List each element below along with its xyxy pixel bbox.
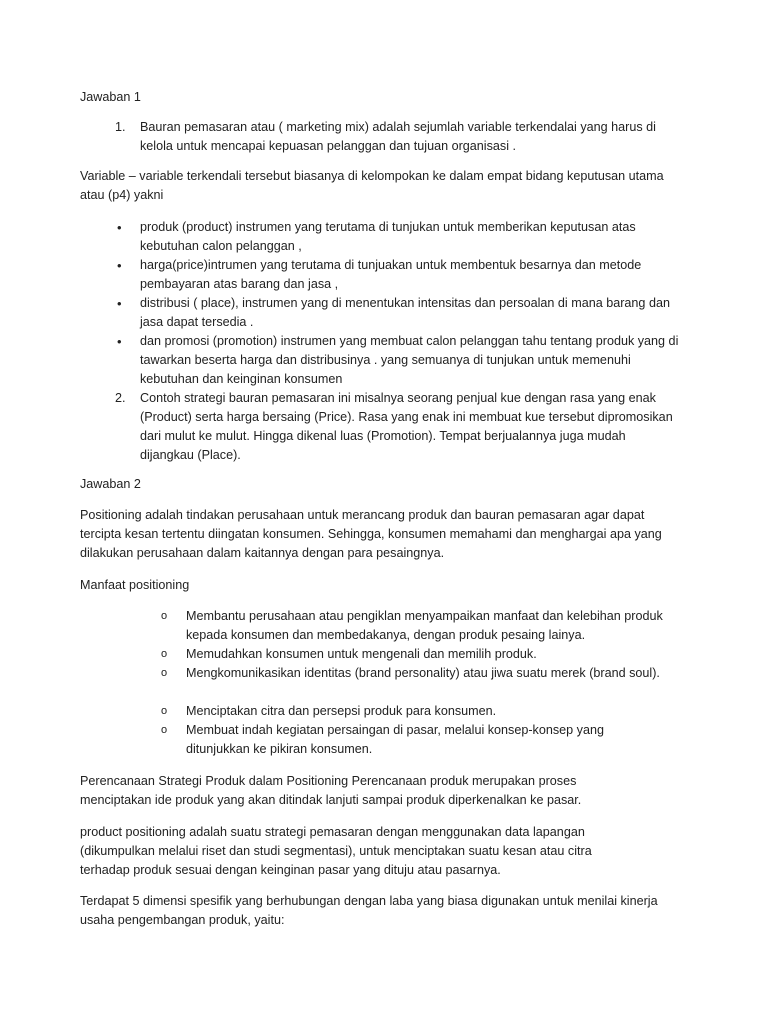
bullet-marker: • bbox=[117, 220, 122, 235]
manfaat-item: Membantu perusahaan atau pengiklan menyampaikan manfaat dan kelebihan produk kepada konsumen dan membedakanya, dengan produk pesaing lainya. bbox=[186, 609, 663, 642]
heading-jawaban-1: Jawaban 1 bbox=[80, 90, 141, 104]
bullet-item-place: distribusi ( place), instrumen yang di menentukan intensitas dan persoalan di mana barang dan jasa dapat tersedia . bbox=[140, 296, 670, 329]
manfaat-item: Menciptakan citra dan persepsi produk para konsumen. bbox=[186, 704, 497, 718]
perencanaan-paragraph: Perencanaan Strategi Produk dalam Positioning Perencanaan produk merupakan proses menciptakan ide produk yang akan ditindak lanjuti sampai produk diperkenalkan ke pasar. bbox=[80, 774, 582, 807]
manfaat-item: Mengkomunikasikan identitas (brand personality) atau jiwa suatu merek (brand soul). bbox=[186, 666, 660, 680]
circle-bullet-marker: o bbox=[161, 667, 168, 679]
terdapat-paragraph: Terdapat 5 dimensi spesifik yang berhubungan dengan laba yang biasa digunakan untuk menilai kinerja usaha pengembangan produk, yaitu: bbox=[80, 894, 658, 927]
bullet-marker: • bbox=[117, 334, 122, 349]
product-positioning-paragraph: product positioning adalah suatu strategi pemasaran dengan menggunakan data lapangan (dikumpulkan melalui riset dan studi segmentasi), untuk menciptakan suatu kesan atau citra terhadap produk sesuai dengan keinginan pasar yang dituju atau pasarnya. bbox=[80, 825, 592, 877]
bullet-item-product: produk (product) instrumen yang terutama di tunjukan untuk memberikan keputusan atas kebutuhan calon pelanggan , bbox=[140, 220, 636, 253]
item-1-text: Bauran pemasaran atau ( marketing mix) adalah sejumlah variable terkendalai yang harus di kelola untuk mencapai kepuasan pelanggan dan tujuan organisasi . bbox=[140, 120, 656, 153]
positioning-paragraph: Positioning adalah tindakan perusahaan untuk merancang produk dan bauran pemasaran agar dapat tercipta kesan tertentu diingatan konsumen. Sehingga, konsumen memahami dan menghargai apa yang dilakukan perusahaan dalam kaitannya dengan para pesaingnya. bbox=[80, 508, 662, 560]
list-number-2: 2. bbox=[115, 391, 126, 405]
circle-bullet-marker: o bbox=[161, 610, 168, 622]
manfaat-item: Membuat indah kegiatan persaingan di pasar, melalui konsep-konsep yang ditunjukkan ke pikiran konsumen. bbox=[186, 723, 604, 756]
bullet-item-promotion: dan promosi (promotion) instrumen yang membuat calon pelanggan tahu tentang produk yang di tawarkan beserta harga dan distribusinya . yang semuanya di tunjukan untuk memenuhi kebutuhan dan keinginan konsumen bbox=[140, 334, 679, 386]
bullet-item-price: harga(price)intrumen yang terutama di tunjuakan untuk membentuk besarnya dan metode pembayaran atas barang dan jasa , bbox=[140, 258, 642, 291]
list-number-1: 1. bbox=[115, 120, 126, 134]
circle-bullet-marker: o bbox=[161, 648, 168, 660]
heading-jawaban-2: Jawaban 2 bbox=[80, 477, 141, 491]
bullet-marker: • bbox=[117, 296, 122, 311]
variable-paragraph: Variable – variable terkendali tersebut biasanya di kelompokan ke dalam empat bidang keputusan utama atau (p4) yakni bbox=[80, 169, 664, 202]
bullet-marker: • bbox=[117, 258, 122, 273]
item-2-text: Contoh strategi bauran pemasaran ini misalnya seorang penjual kue dengan rasa yang enak (Product) serta harga bersaing (Price). Rasa yang enak ini membuat kue tersebut dipromosikan dari mulut ke mulut. Hingga dikenal luas (Promotion). Tempat berjualannya juga mudah dijangkau (Place). bbox=[140, 391, 673, 462]
manfaat-item: Memudahkan konsumen untuk mengenali dan memilih produk. bbox=[186, 647, 537, 661]
circle-bullet-marker: o bbox=[161, 724, 168, 736]
circle-bullet-marker: o bbox=[161, 705, 168, 717]
manfaat-heading: Manfaat positioning bbox=[80, 578, 190, 592]
